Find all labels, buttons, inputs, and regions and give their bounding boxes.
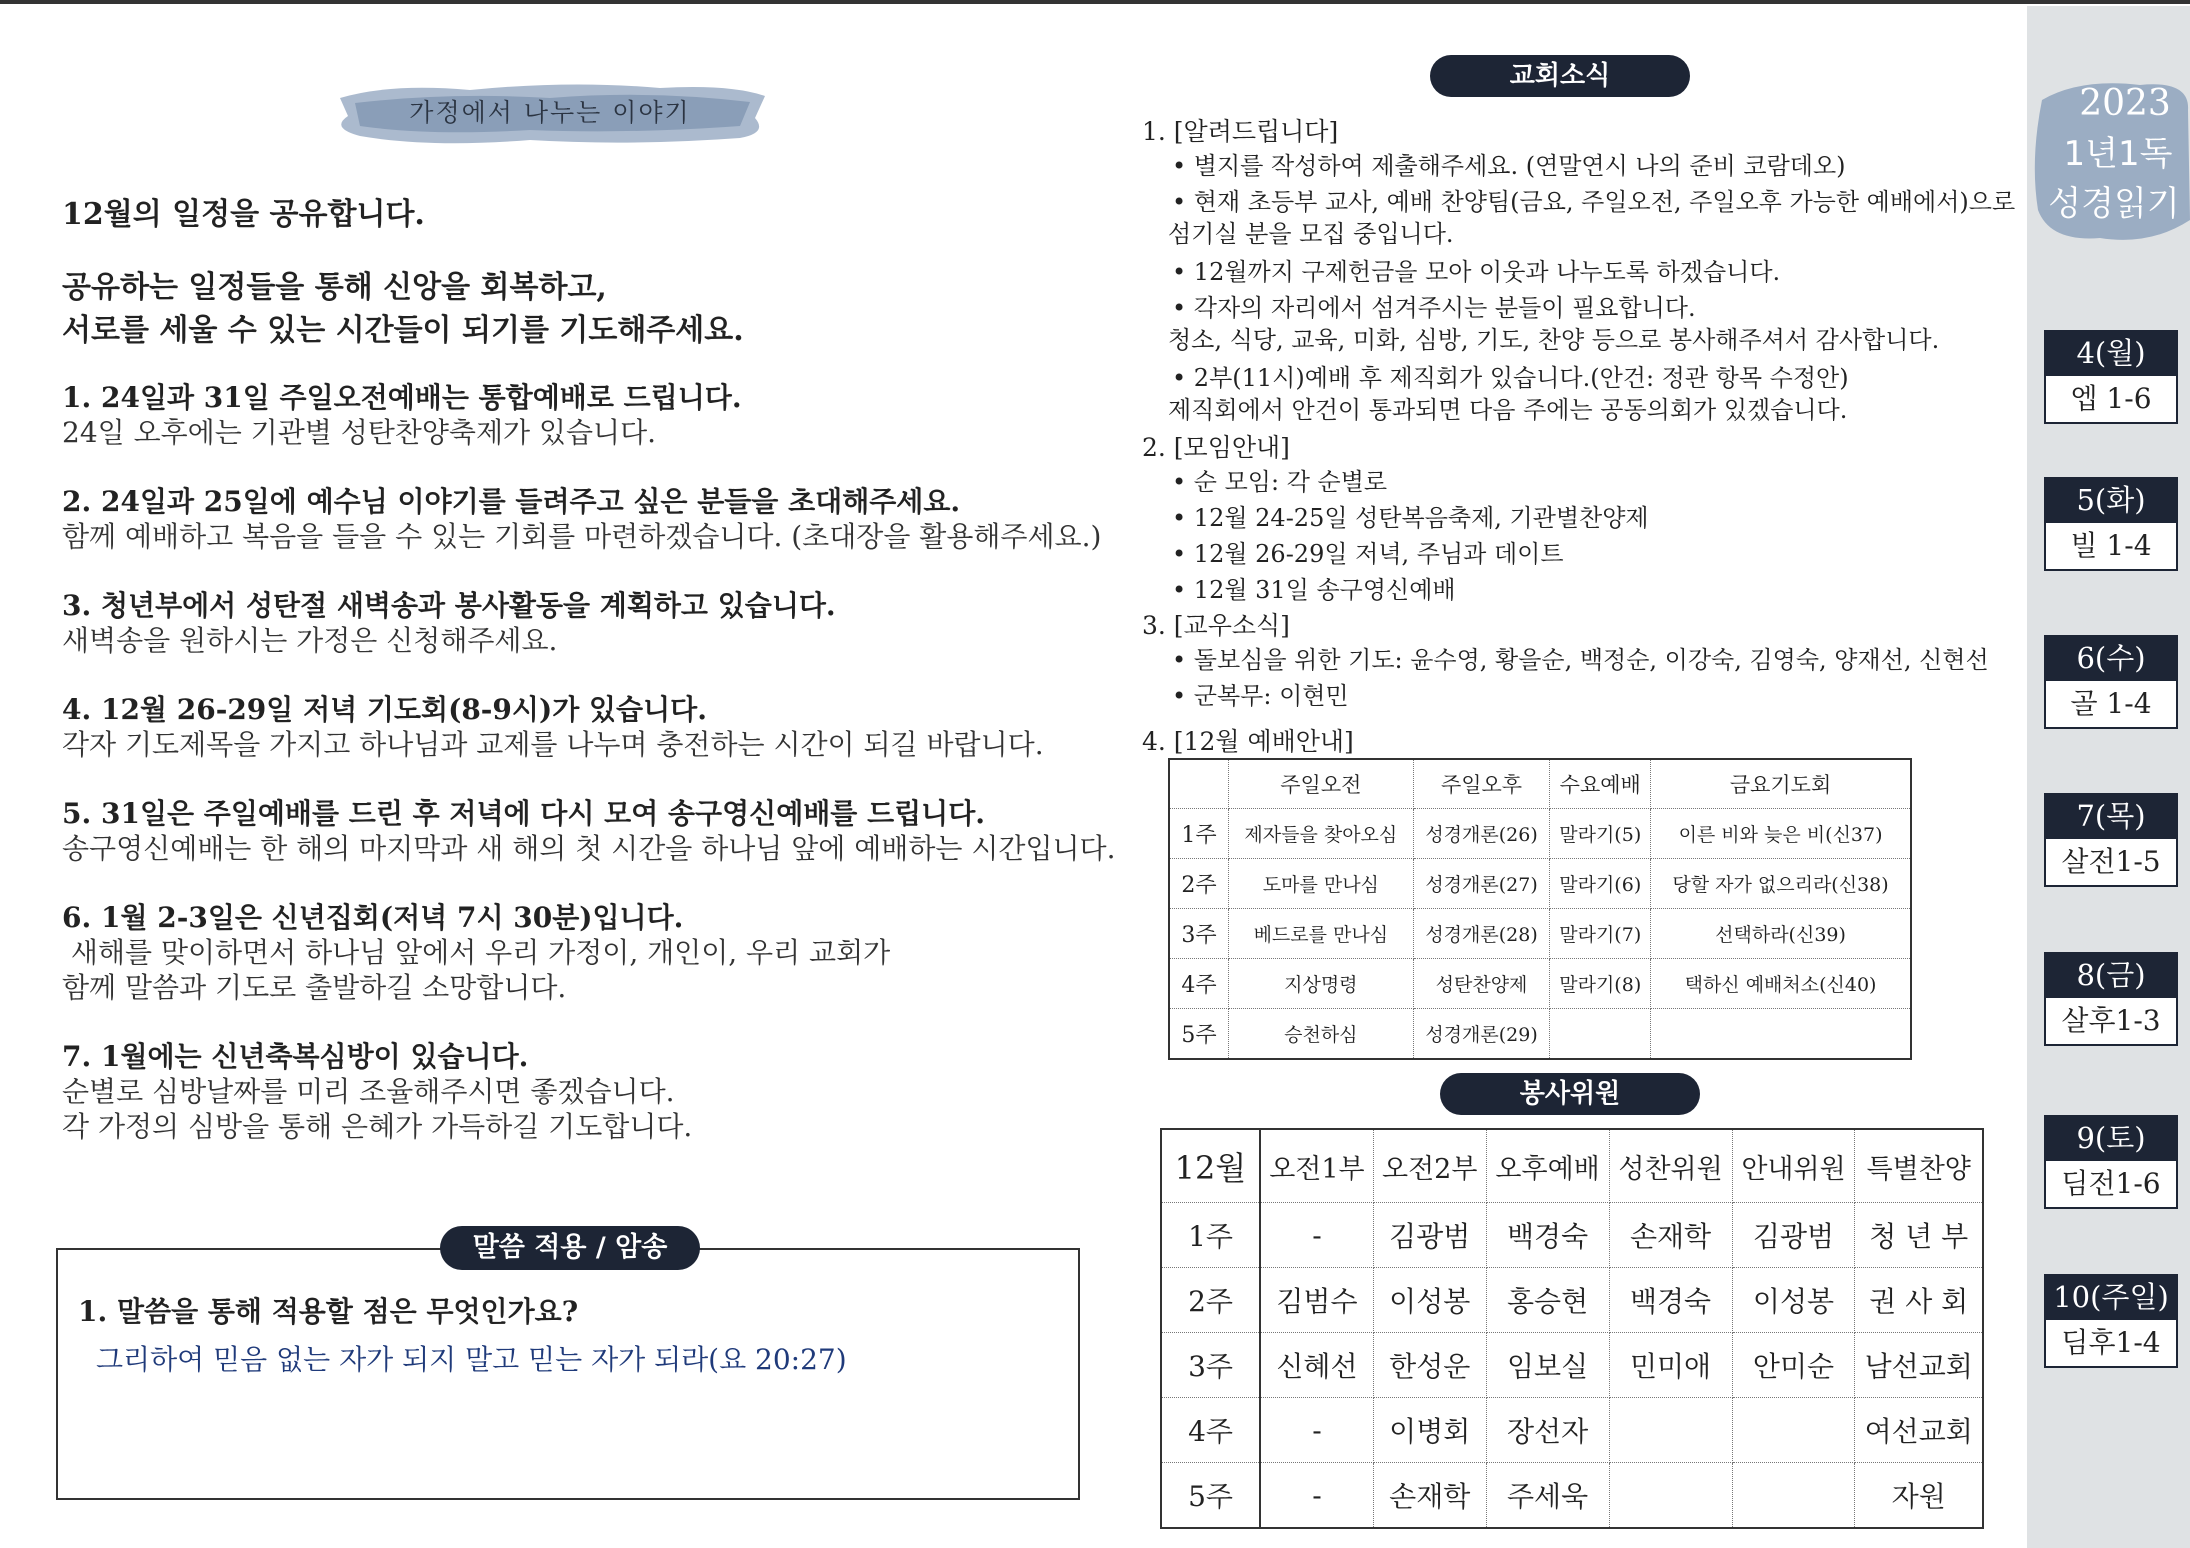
schedule-item-heading: 2. 24일과 25일에 예수님 이야기를 들려주고 싶은 분들을 초대해주세요. <box>62 485 961 518</box>
intro-text <box>62 193 1122 382</box>
table-row <box>1161 1203 1983 1268</box>
table-cell: 김광범 <box>1373 1203 1486 1268</box>
table-cell: 5주 <box>1161 1463 1260 1529</box>
table-cell: 김광범 <box>1732 1203 1855 1268</box>
verse-title: 말씀 적용 / 암송 <box>440 1226 700 1270</box>
church-news <box>1142 115 2022 759</box>
logo-line2: 성경읽기 <box>2048 184 2180 224</box>
table-header-cell: 성찬위원 <box>1609 1129 1732 1203</box>
news-bullet: • 순 모임: 각 순별로 <box>1172 465 2022 499</box>
table-cell: 남선교회 <box>1855 1333 1983 1398</box>
news-bullet: • 12월 24-25일 성탄복음축제, 기관별찬양제 <box>1172 501 2022 535</box>
schedule-item <box>62 380 1122 450</box>
table-cell: 성경개론(27) <box>1413 859 1550 909</box>
news-title: 교회소식 <box>1430 55 1690 97</box>
table-cell: 승천하심 <box>1229 1009 1414 1060</box>
table-cell: 말라기(6) <box>1550 859 1651 909</box>
news-bullet: • 2부(11시)예배 후 제직회가 있습니다.(안건: 정관 항목 수정안) <box>1172 361 2022 395</box>
news-bullet: • 군복무: 이현민 <box>1172 679 2022 713</box>
schedule-item <box>62 484 1122 554</box>
news-bullet: • 12월 26-29일 저녁, 주님과 데이트 <box>1172 537 2022 571</box>
table-header-cell: 안내위원 <box>1732 1129 1855 1203</box>
table-cell: 손재학 <box>1609 1203 1732 1268</box>
reading-day <box>2044 952 2178 1046</box>
reading-passage: 빌 1-4 <box>2044 523 2178 571</box>
news-bullet-continuation: 섬기실 분을 모집 중입니다. <box>1168 220 1454 248</box>
table-cell: - <box>1260 1203 1373 1268</box>
table-row <box>1161 1333 1983 1398</box>
table-cell <box>1732 1398 1855 1463</box>
table-cell <box>1609 1463 1732 1529</box>
table-cell: 2주 <box>1161 1268 1260 1333</box>
table-cell: 제자들을 찾아오심 <box>1229 809 1414 859</box>
table-cell: 김범수 <box>1260 1268 1373 1333</box>
table-cell: 신혜선 <box>1260 1333 1373 1398</box>
table-header-cell <box>1169 759 1229 809</box>
schedule-item-heading: 5. 31일은 주일예배를 드린 후 저녁에 다시 모여 송구영신예배를 드립니다. <box>62 797 986 830</box>
table-cell: 5주 <box>1169 1009 1229 1060</box>
reading-day <box>2044 330 2178 424</box>
schedule-item-body: 24일 오후에는 기관별 성탄찬양축제가 있습니다. <box>62 416 657 449</box>
intro-line: 12월의 일정을 공유합니다. <box>62 197 425 232</box>
logo-line1: 1년1독 <box>2063 134 2173 174</box>
table-cell: 이성봉 <box>1732 1268 1855 1333</box>
reading-day <box>2044 1115 2178 1209</box>
table-cell <box>1732 1463 1855 1529</box>
schedule-item-heading: 6. 1월 2-3일은 신년집회(저녁 7시 30분)입니다. <box>62 901 684 934</box>
table-row <box>1169 809 1911 859</box>
volunteers-title: 봉사위원 <box>1440 1073 1700 1115</box>
top-rule <box>0 0 2190 4</box>
table-cell: 손재학 <box>1373 1463 1486 1529</box>
news-section-heading: 3. [교우소식] <box>1142 611 1290 640</box>
reading-day-label: 10(주일) <box>2044 1274 2178 1320</box>
schedule-item <box>62 1039 1122 1144</box>
table-cell: 1주 <box>1169 809 1229 859</box>
reading-day-label: 5(화) <box>2044 477 2178 523</box>
worship-schedule-table <box>1168 758 1912 1060</box>
news-bullet-continuation: 청소, 식당, 교육, 미화, 심방, 기도, 찬양 등으로 봉사해주셔서 감사합니다. <box>1168 326 1940 354</box>
table-cell <box>1550 1009 1651 1060</box>
schedule-item-body: 각 가정의 심방을 통해 은혜가 가득하길 기도합니다. <box>62 1110 693 1143</box>
schedule-item-heading: 7. 1월에는 신년축복심방이 있습니다. <box>62 1040 529 1073</box>
reading-day <box>2044 793 2178 887</box>
news-bullet: • 별지를 작성하여 제출해주세요. (연말연시 나의 준비 코람데오) <box>1172 149 2022 183</box>
table-cell: - <box>1260 1463 1373 1529</box>
schedule-item-body: 새해를 맞이하면서 하나님 앞에서 우리 가정이, 개인이, 우리 교회가 <box>62 936 891 969</box>
table-header-cell: 금요기도회 <box>1651 759 1911 809</box>
reading-day <box>2044 477 2178 571</box>
reading-day-label: 7(목) <box>2044 793 2178 839</box>
table-cell: 성탄찬양제 <box>1413 959 1550 1009</box>
reading-day <box>2044 635 2178 729</box>
table-cell: 4주 <box>1169 959 1229 1009</box>
table-cell: 베드로를 만나심 <box>1229 909 1414 959</box>
table-cell: 이른 비와 늦은 비(신37) <box>1651 809 1911 859</box>
table-cell: 이병회 <box>1373 1398 1486 1463</box>
table-cell: 이성봉 <box>1373 1268 1486 1333</box>
table-cell: 성경개론(29) <box>1413 1009 1550 1060</box>
schedule-item-heading: 3. 청년부에서 성탄절 새벽송과 봉사활동을 계획하고 있습니다. <box>62 589 836 622</box>
intro-line: 공유하는 일정들을 통해 신앙을 회복하고, 서로를 세울 수 있는 시간들이 되기를 기도해주세요. <box>62 270 744 348</box>
schedule-item-body: 새벽송을 원하시는 가정은 신청해주세요. <box>62 624 558 657</box>
table-header-cell: 수요예배 <box>1550 759 1651 809</box>
table-header-cell: 오전1부 <box>1260 1129 1373 1203</box>
table-header-cell: 주일오전 <box>1229 759 1414 809</box>
table-header-row <box>1169 759 1911 809</box>
logo-year: 2023 <box>2079 83 2171 124</box>
table-row <box>1161 1463 1983 1529</box>
news-bullet: • 12월 31일 송구영신예배 <box>1172 573 2022 607</box>
reading-passage: 엡 1-6 <box>2044 376 2178 424</box>
volunteers-table <box>1160 1128 1984 1529</box>
table-cell: 백경숙 <box>1609 1268 1732 1333</box>
schedule-item <box>62 692 1122 762</box>
table-row <box>1169 859 1911 909</box>
table-cell: 주세욱 <box>1486 1463 1609 1529</box>
table-cell: 1주 <box>1161 1203 1260 1268</box>
table-header-cell: 특별찬양 <box>1855 1129 1983 1203</box>
table-cell: 도마를 만나심 <box>1229 859 1414 909</box>
table-cell: 민미애 <box>1609 1333 1732 1398</box>
verse-answer: 그리하여 믿음 없는 자가 되지 말고 믿는 자가 되라(요 20:27) <box>96 1343 847 1376</box>
schedule-item-body: 각자 기도제목을 가지고 하나님과 교제를 나누며 충전하는 시간이 되길 바랍니다. <box>62 728 1044 761</box>
table-cell: 홍승현 <box>1486 1268 1609 1333</box>
bible-reading-logo <box>2030 70 2190 250</box>
news-bullet: • 현재 초등부 교사, 예배 찬양팀(금요, 주일오전, 주일오후 가능한 예배에서)으로 <box>1172 185 2022 219</box>
news-bullet-continuation: 제직회에서 안건이 통과되면 다음 주에는 공동의회가 있겠습니다. <box>1168 396 1848 424</box>
reading-passage: 살후1-3 <box>2044 998 2178 1046</box>
table-cell: 안미순 <box>1732 1333 1855 1398</box>
table-cell <box>1609 1398 1732 1463</box>
table-cell: 말라기(5) <box>1550 809 1651 859</box>
reading-day-label: 6(수) <box>2044 635 2178 681</box>
news-bullet: • 돌보심을 위한 기도: 윤수영, 황을순, 백정순, 이강숙, 김영숙, 양재선, 신현선 <box>1172 643 2022 677</box>
table-cell: 여선교회 <box>1855 1398 1983 1463</box>
news-section-heading: 4. [12월 예배안내] <box>1142 727 1354 756</box>
schedule-item <box>62 796 1122 866</box>
table-row <box>1161 1398 1983 1463</box>
table-cell: 3주 <box>1161 1333 1260 1398</box>
news-section-heading: 2. [모임안내] <box>1142 433 1290 462</box>
schedule-item-heading: 4. 12월 26-29일 저녁 기도회(8-9시)가 있습니다. <box>62 693 707 726</box>
table-cell: 당할 자가 없으리라(신38) <box>1651 859 1911 909</box>
table-cell: 임보실 <box>1486 1333 1609 1398</box>
reading-day-label: 4(월) <box>2044 330 2178 376</box>
table-cell: 4주 <box>1161 1398 1260 1463</box>
schedule-item-heading: 1. 24일과 31일 주일오전예배는 통합예배로 드립니다. <box>62 381 742 414</box>
table-header-cell: 주일오후 <box>1413 759 1550 809</box>
table-header-row <box>1161 1129 1983 1203</box>
table-row <box>1161 1268 1983 1333</box>
table-cell <box>1651 1009 1911 1060</box>
news-section-heading: 1. [알려드립니다] <box>1142 117 1339 146</box>
table-cell: 백경숙 <box>1486 1203 1609 1268</box>
table-cell: 말라기(7) <box>1550 909 1651 959</box>
news-bullet: • 각자의 자리에서 섬겨주시는 분들이 필요합니다. <box>1172 291 2022 325</box>
table-cell: 3주 <box>1169 909 1229 959</box>
story-header <box>330 78 770 148</box>
reading-passage: 딤후1-4 <box>2044 1320 2178 1368</box>
table-cell: 지상명령 <box>1229 959 1414 1009</box>
table-header-cell: 오전2부 <box>1373 1129 1486 1203</box>
table-cell: - <box>1260 1398 1373 1463</box>
news-bullet: • 12월까지 구제헌금을 모아 이웃과 나누도록 하겠습니다. <box>1172 255 2022 289</box>
reading-passage: 살전1-5 <box>2044 839 2178 887</box>
table-cell: 성경개론(26) <box>1413 809 1550 859</box>
schedule-items <box>62 380 1122 1178</box>
reading-day <box>2044 1274 2178 1368</box>
table-header-cell: 오후예배 <box>1486 1129 1609 1203</box>
table-cell: 권 사 회 <box>1855 1268 1983 1333</box>
table-cell: 2주 <box>1169 859 1229 909</box>
table-cell: 장선자 <box>1486 1398 1609 1463</box>
table-row <box>1169 1009 1911 1060</box>
story-header-title: 가정에서 나누는 이야기 <box>409 98 691 127</box>
verse-question: 1. 말씀을 통해 적용할 점은 무엇인가요? <box>78 1295 579 1328</box>
table-cell: 선택하라(신39) <box>1651 909 1911 959</box>
reading-day-label: 8(금) <box>2044 952 2178 998</box>
schedule-item-body: 함께 말씀과 기도로 출발하길 소망합니다. <box>62 971 567 1004</box>
table-cell: 택하신 예배처소(신40) <box>1651 959 1911 1009</box>
table-header-cell: 12월 <box>1161 1129 1260 1203</box>
table-row <box>1169 909 1911 959</box>
table-row <box>1169 959 1911 1009</box>
schedule-item <box>62 900 1122 1005</box>
reading-day-label: 9(토) <box>2044 1115 2178 1161</box>
schedule-item-body: 송구영신예배는 한 해의 마지막과 새 해의 첫 시간을 하나님 앞에 예배하는 시간입니다. <box>62 832 1116 865</box>
schedule-item-body: 순별로 심방날짜를 미리 조율해주시면 좋겠습니다. <box>62 1075 675 1108</box>
reading-passage: 골 1-4 <box>2044 681 2178 729</box>
table-cell: 말라기(8) <box>1550 959 1651 1009</box>
table-cell: 청 년 부 <box>1855 1203 1983 1268</box>
reading-passage: 딤전1-6 <box>2044 1161 2178 1209</box>
table-cell: 한성운 <box>1373 1333 1486 1398</box>
schedule-item-body: 함께 예배하고 복음을 들을 수 있는 기회를 마련하겠습니다. (초대장을 활용해주세요.) <box>62 520 1102 553</box>
table-cell: 성경개론(28) <box>1413 909 1550 959</box>
schedule-item <box>62 588 1122 658</box>
table-cell: 자원 <box>1855 1463 1983 1529</box>
